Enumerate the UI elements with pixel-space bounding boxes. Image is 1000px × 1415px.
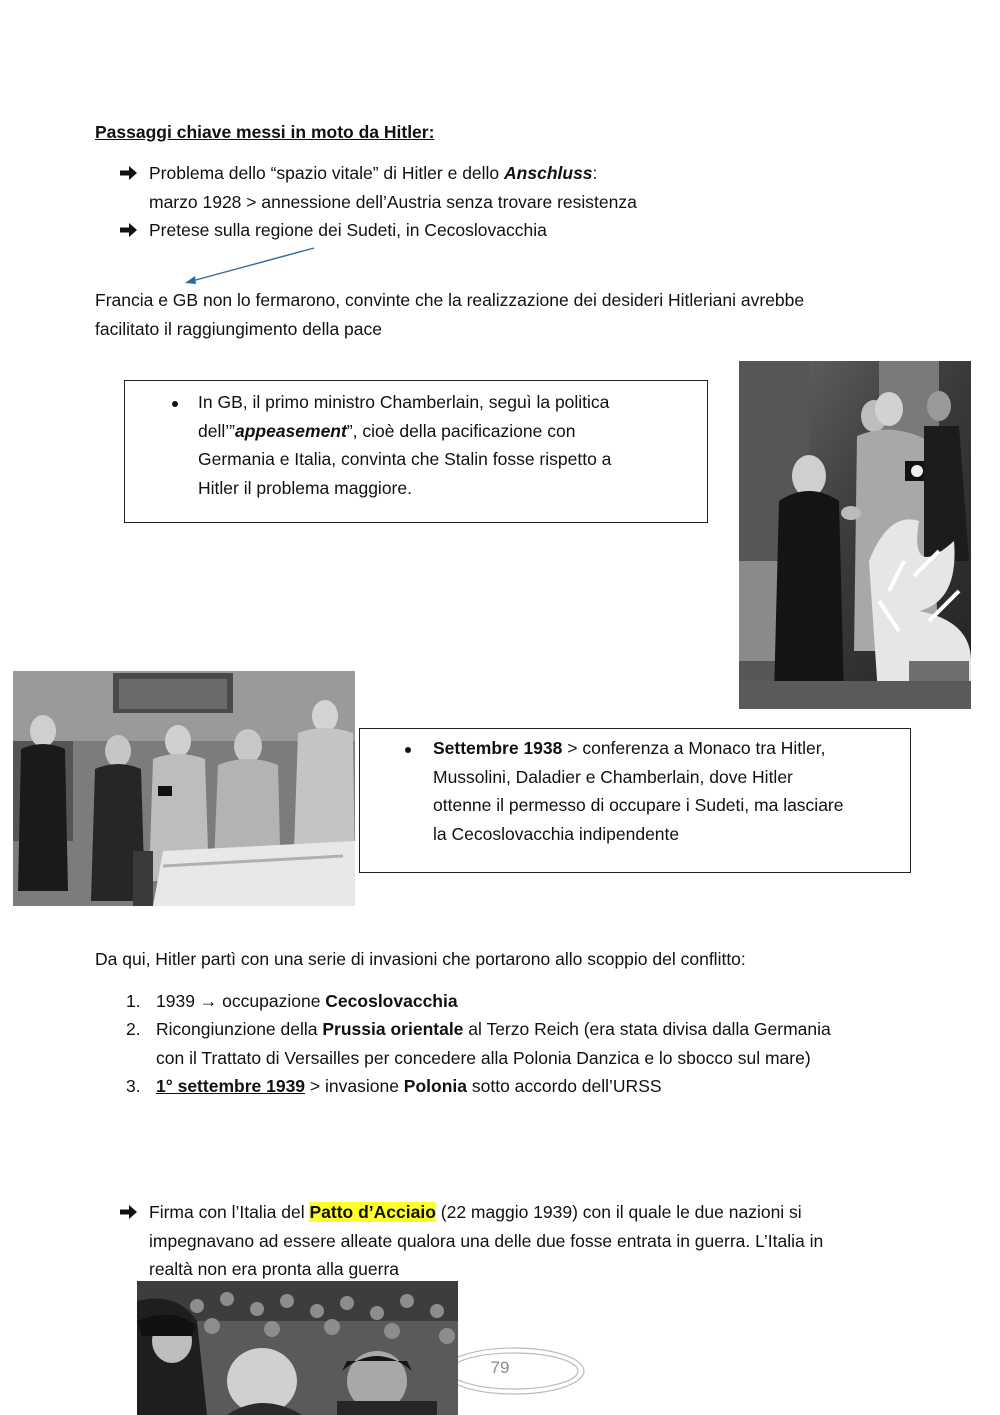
box-line: dell’”appeasement”, cioè della pacificazione con	[198, 421, 576, 441]
box-line: Mussolini, Daladier e Chamberlain, dove Hitler	[433, 767, 793, 787]
list-item-prussia: Ricongiunzione della Prussia orientale al Terzo Reich (era stata divisa dalla Germania	[156, 1019, 831, 1039]
photo-munich-conference	[13, 671, 355, 906]
bullet-sudeti: Pretese sulla regione dei Sudeti, in Cecoslovacchia	[149, 220, 547, 240]
paragraph-francia-gb: Francia e GB non lo fermarono, convinte che la realizzazione dei desideri Hitleriani avrebbe	[95, 290, 805, 310]
list-item-polonia: 1° settembre 1939 > invasione Polonia sotto accordo dell’URSS	[156, 1076, 662, 1096]
bullet-spazio-vitale: Problema dello “spazio vitale” di Hitler e dello Anschluss:	[149, 163, 598, 183]
list-item-cecoslovacchia: 1939 → occupazione Cecoslovacchia	[156, 991, 458, 1011]
paragraph-invasioni: Da qui, Hitler partì con una serie di invasioni che portarono allo scoppio del conflitto:	[95, 949, 746, 969]
annotation-arrow-icon	[180, 244, 320, 289]
list-number: 2.	[126, 1019, 141, 1039]
box-line: ottenne il permesso di occupare i Sudeti, ma lasciare	[433, 795, 844, 815]
photo-chamberlain-hitler-handshake	[739, 361, 971, 709]
paragraph-francia-gb-cont: facilitato il raggiungimento della pace	[95, 319, 382, 339]
list-number: 3.	[126, 1076, 141, 1096]
section-heading: Passaggi chiave messi in moto da Hitler:	[95, 122, 435, 142]
bullet-patto-acciaio-cont: impegnavano ad essere alleate qualora una delle due fosse entrata in guerra. L’Italia in	[149, 1231, 824, 1251]
box-line: Germania e Italia, convinta che Stalin fosse rispetto a	[198, 449, 612, 469]
box-line: In GB, il primo ministro Chamberlain, seguì la politica	[198, 392, 610, 412]
bullet-dot	[172, 401, 178, 407]
bullet-dot	[405, 747, 411, 753]
list-number: 1.	[126, 991, 141, 1011]
munich-conference-box	[359, 728, 911, 873]
page-number: 79	[490, 1358, 510, 1377]
appeasement-box	[124, 380, 708, 523]
list-item-prussia-cont: con il Trattato di Versailles per concedere alla Polonia Danzica e lo sbocco sul mare)	[156, 1048, 811, 1068]
photo-patto-acciaio-crowd	[137, 1281, 458, 1415]
bullet-anschluss-detail: marzo 1928 > annessione dell’Austria senza trovare resistenza	[149, 192, 637, 212]
right-arrow-bullet-icon	[119, 163, 139, 183]
box-line: Settembre 1938 > conferenza a Monaco tra Hitler,	[433, 738, 826, 758]
bullet-patto-acciaio: Firma con l’Italia del Patto d’Acciaio (22 maggio 1939) con il quale le due nazioni si	[149, 1202, 802, 1222]
right-arrow-bullet-icon	[119, 220, 139, 240]
bullet-patto-acciaio-cont: realtà non era pronta alla guerra	[149, 1259, 400, 1279]
box-line: la Cecoslovacchia indipendente	[433, 824, 680, 844]
box-line: Hitler il problema maggiore.	[198, 478, 412, 498]
right-arrow-bullet-icon	[119, 1202, 139, 1222]
